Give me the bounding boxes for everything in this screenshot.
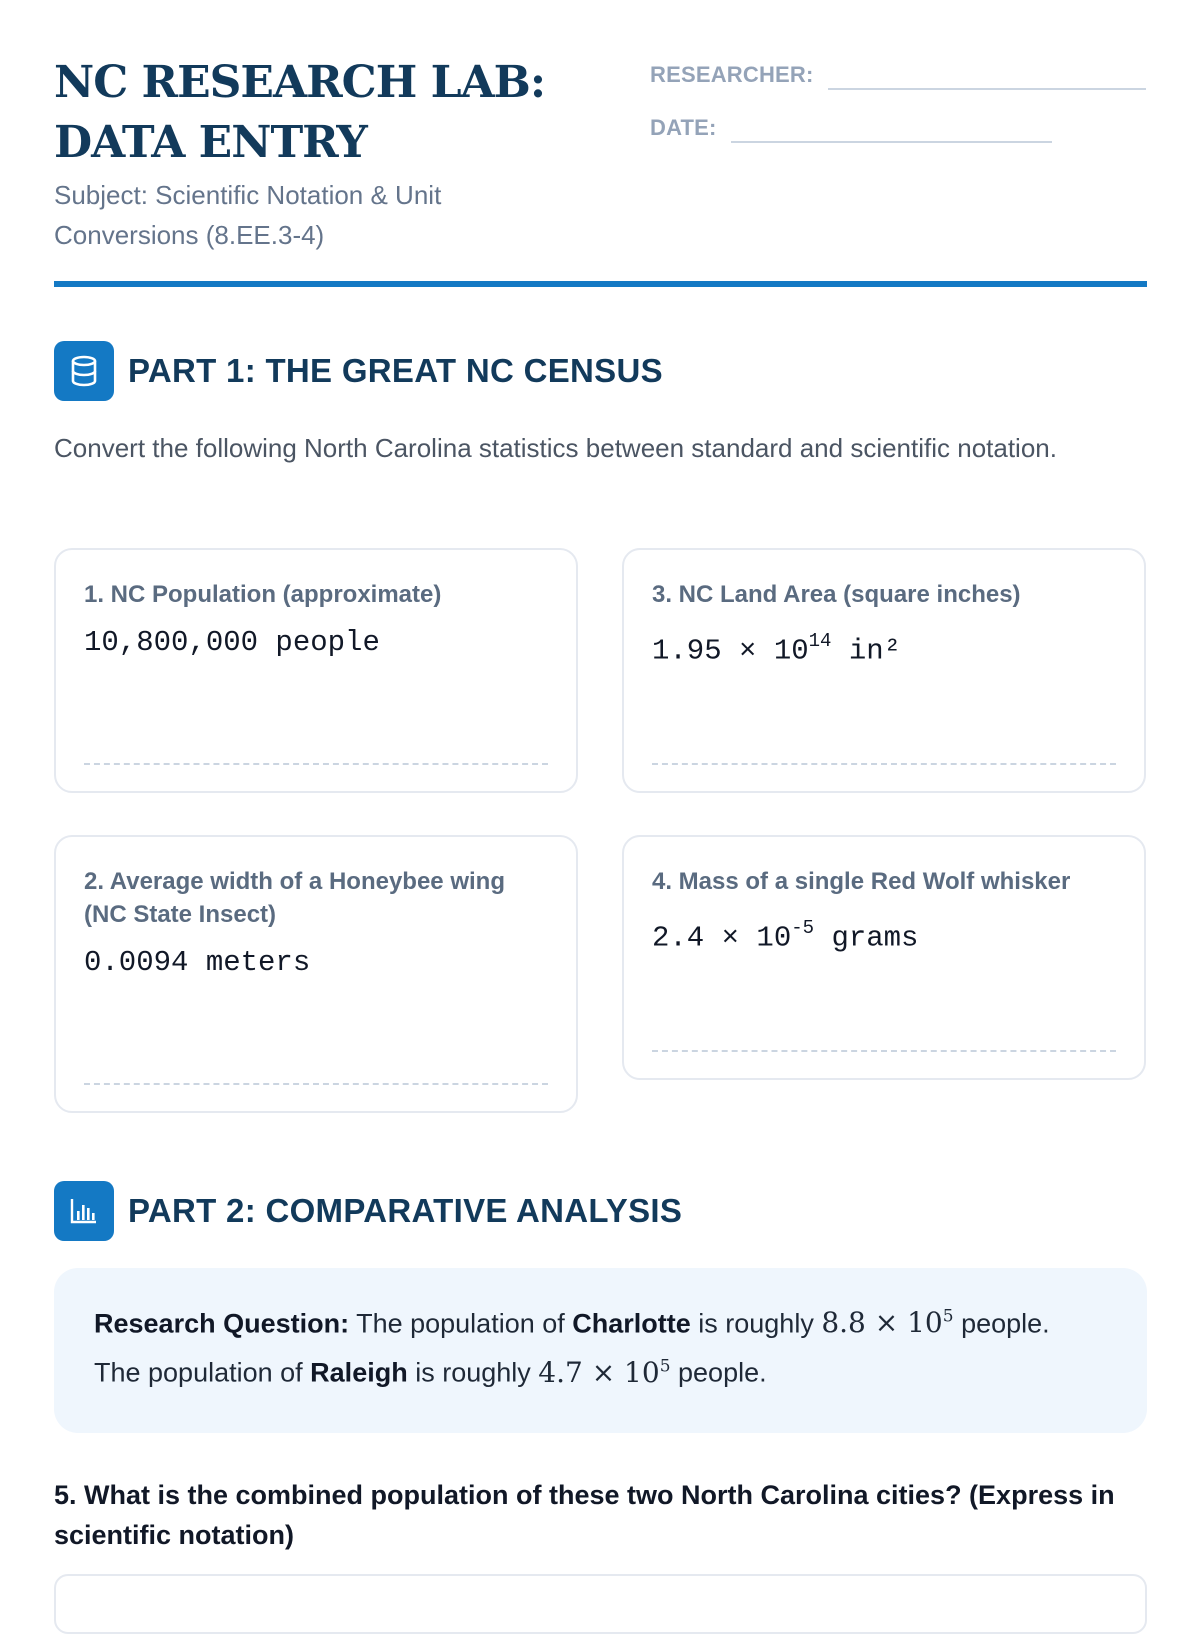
problem-card-4 bbox=[622, 835, 1146, 1080]
problem-1-label: 1. NC Population (approximate) bbox=[84, 581, 442, 608]
rq-text-5: is roughly bbox=[407, 1357, 539, 1388]
header-divider bbox=[54, 281, 1147, 287]
problem-4-unit: grams bbox=[814, 921, 919, 955]
question-5: 5. What is the combined population of these two North Carolina cities? (Express in scientific notation) bbox=[54, 1480, 1115, 1550]
problem-3-mantissa: 1.95 × 10 bbox=[652, 634, 809, 668]
problem-4-value bbox=[652, 910, 1116, 959]
problem-1-answer-line[interactable] bbox=[84, 763, 548, 765]
part1-instructions: Convert the following North Carolina statistics between standard and scientific notation. bbox=[54, 433, 1057, 463]
date-blank[interactable] bbox=[731, 111, 1052, 143]
problem-2-answer-line[interactable] bbox=[84, 1083, 548, 1085]
title-line-2: DATA ENTRY bbox=[54, 117, 367, 168]
charlotte-exponent: 5 bbox=[942, 1307, 954, 1327]
problem-4-answer-line[interactable] bbox=[652, 1050, 1116, 1052]
date-field bbox=[650, 111, 1052, 143]
problem-3-exponent: 14 bbox=[808, 630, 832, 652]
problem-card-3 bbox=[622, 548, 1146, 793]
raleigh-exponent: 5 bbox=[659, 1356, 671, 1377]
page-title bbox=[54, 53, 545, 173]
problem-4-exponent: -5 bbox=[791, 917, 815, 939]
researcher-field bbox=[650, 58, 1146, 90]
research-question-box bbox=[54, 1268, 1147, 1433]
city-charlotte: Charlotte bbox=[572, 1308, 691, 1339]
researcher-blank[interactable] bbox=[828, 58, 1146, 90]
problem-3-unit: in² bbox=[831, 634, 902, 668]
problem-3-answer-line[interactable] bbox=[652, 763, 1116, 765]
problem-4-mantissa: 2.4 × 10 bbox=[652, 921, 792, 955]
rq-text-6: people. bbox=[670, 1357, 767, 1388]
research-question-label: Research Question: bbox=[94, 1308, 350, 1339]
problem-card-1 bbox=[54, 548, 578, 793]
rq-text-3: people. bbox=[953, 1308, 1050, 1339]
charlotte-mantissa: 8.8 × 10 bbox=[821, 1306, 943, 1340]
problem-3-label: 3. NC Land Area (square inches) bbox=[652, 581, 1021, 608]
subject-line: Subject: Scientific Notation & Unit Conversions (8.EE.3-4) bbox=[54, 180, 442, 250]
part2-header bbox=[54, 1181, 682, 1241]
rq-text-4: The population of bbox=[94, 1357, 311, 1388]
charlotte-population bbox=[821, 1306, 953, 1339]
problem-3-value bbox=[652, 623, 1116, 672]
research-question-text bbox=[94, 1296, 1107, 1395]
part2-title: PART 2: COMPARATIVE ANALYSIS bbox=[128, 1192, 683, 1229]
rq-text-2: is roughly bbox=[690, 1308, 822, 1339]
raleigh-population bbox=[538, 1356, 670, 1389]
problem-2-value: 0.0094 meters bbox=[84, 946, 311, 979]
problem-2-label: 2. Average width of a Honeybee wing (NC State Insect) bbox=[84, 868, 505, 928]
question-5-answer-box[interactable] bbox=[54, 1574, 1147, 1634]
part1-header bbox=[54, 341, 663, 401]
rq-text-1: The population of bbox=[349, 1308, 573, 1339]
date-label: DATE: bbox=[650, 115, 717, 140]
researcher-label: RESEARCHER: bbox=[650, 62, 814, 87]
problem-1-value: 10,800,000 people bbox=[84, 626, 380, 659]
problem-card-2 bbox=[54, 835, 578, 1113]
raleigh-mantissa: 4.7 × 10 bbox=[538, 1355, 660, 1389]
part1-title: PART 1: THE GREAT NC CENSUS bbox=[128, 352, 663, 389]
database-icon bbox=[54, 341, 114, 401]
city-raleigh: Raleigh bbox=[310, 1357, 408, 1388]
worksheet-header bbox=[54, 0, 1147, 287]
title-line-1: NC RESEARCH LAB: bbox=[54, 57, 546, 108]
bar-chart-icon bbox=[54, 1181, 114, 1241]
problem-4-label: 4. Mass of a single Red Wolf whisker bbox=[652, 868, 1071, 895]
